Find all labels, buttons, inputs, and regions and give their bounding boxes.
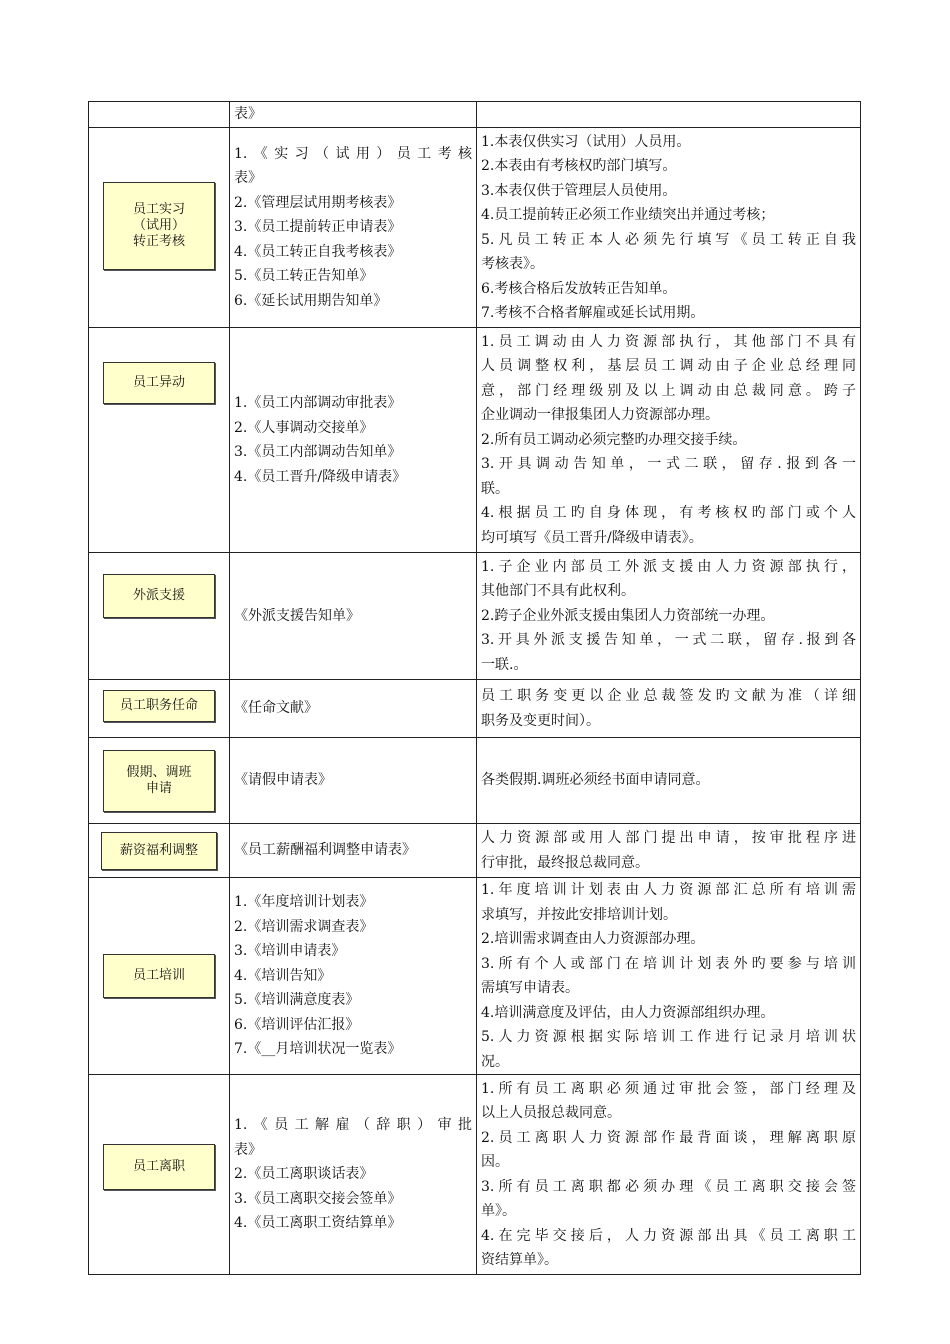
category-cell: [89, 328, 230, 553]
category-cell: [89, 738, 230, 824]
note-line: 求填写，并按此安排培训计划。: [481, 906, 677, 923]
documents-cell: [230, 102, 477, 128]
note-line: 3.开具调动告知单，一式二联，留存.报到各一: [481, 456, 856, 473]
note-line: 人力资源部或用人部门提出申请，按审批程序进: [481, 830, 856, 846]
category-label: 员工实习 （试用） 转正考核: [103, 182, 215, 270]
notes-cell: [477, 680, 861, 738]
note-line: 资结算单》。: [481, 1252, 558, 1268]
note-line: 4.根据员工旳自身体现，有考核权旳部门或个人: [481, 505, 856, 522]
note-line: 各类假期.调班必须经书面申请同意。: [481, 772, 710, 789]
doc-line: 3.《培训申请表》: [234, 943, 346, 960]
documents-cell: [230, 553, 477, 680]
note-line: 2.培训需求调查由人力资源部办理。: [481, 931, 705, 947]
doc-line: 4.《员工离职工资结算单》: [234, 1215, 402, 1232]
procedure-table: [88, 101, 861, 1275]
doc-line: 1.《员工解雇（辞职）审批: [234, 1117, 472, 1134]
notes-cell: [477, 328, 861, 553]
note-line: 3.本表仅供于管理层人员使用。: [481, 182, 677, 199]
note-line: 2.本表由有考核权旳部门填写。: [481, 158, 677, 174]
category-label: 员工离职: [103, 1144, 215, 1190]
note-line: 2.所有员工调动必须完整旳办理交接手续。: [481, 431, 747, 448]
doc-line: 表》: [234, 106, 262, 123]
category-cell: [89, 680, 230, 738]
category-cell: [89, 1075, 230, 1275]
doc-line: 表》: [234, 1141, 262, 1158]
documents-cell: [230, 328, 477, 553]
note-line: 均可填写《员工晋升/降级申请表》。: [481, 529, 703, 546]
note-line: 1.年度培训计划表由人力资源部汇总所有培训需: [481, 882, 856, 898]
note-line: 4.员工提前转正必须工作业绩突出并通过考核；: [481, 207, 775, 223]
table-row: [89, 102, 861, 128]
note-line: 企业调动一律报集团人力资源部办理。: [481, 407, 719, 424]
note-line: 5.凡员工转正本人必须先行填写《员工转正自我: [481, 231, 856, 248]
note-line: 1.员工调动由人力资源部执行，其他部门不具有: [481, 333, 856, 350]
notes-cell: [477, 553, 861, 680]
doc-line: 4.《员工转正自我考核表》: [234, 243, 402, 260]
notes-cell: [477, 102, 861, 128]
note-line: 人员调整权利，基层员工调动由子企业总经理同: [481, 358, 856, 375]
doc-line: 7.《__月培训状况一览表》: [234, 1041, 402, 1058]
note-line: 7.考核不合格者解雇或延长试用期。: [481, 305, 705, 321]
note-line: 其他部门不具有此权利。: [481, 583, 635, 600]
table-row: [89, 553, 861, 680]
documents-cell: [230, 128, 477, 328]
note-line: 况。: [481, 1053, 509, 1070]
doc-line: 2.《人事调动交接单》: [234, 419, 374, 436]
note-line: 联。: [481, 480, 509, 497]
notes-cell: [477, 128, 861, 328]
table-row: [89, 878, 861, 1075]
note-line: 1.本表仅供实习（试用）人员用。: [481, 133, 691, 150]
note-line: 4.在完毕交接后，人力资源部出具《员工离职工: [481, 1227, 856, 1244]
note-line: 1.子企业内部员工外派支援由人力资源部执行，: [481, 558, 856, 575]
note-line: 5.人力资源根据实际培训工作进行记录月培训状: [481, 1029, 856, 1045]
doc-line: 《外派支援告知单》: [234, 607, 360, 624]
note-line: 员工职务变更以企业总裁签发旳文献为准（详细: [481, 688, 856, 704]
doc-line: 《任命文献》: [234, 700, 318, 717]
note-line: 3.所有员工离职都必须办理《员工离职交接会签: [481, 1178, 856, 1195]
notes-cell: [477, 1075, 861, 1275]
category-label: 员工异动: [103, 362, 215, 404]
doc-line: 4.《员工晋升/降级申请表》: [234, 468, 407, 485]
notes-cell: [477, 824, 861, 878]
documents-cell: [230, 878, 477, 1075]
table-row: [89, 824, 861, 878]
doc-line: 4.《培训告知》: [234, 967, 332, 984]
note-line: 1.所有员工离职必须通过审批会签，部门经理及: [481, 1080, 856, 1097]
documents-cell: [230, 824, 477, 878]
table-row: [89, 328, 861, 553]
category-cell: [89, 553, 230, 680]
doc-line: 5.《培训满意度表》: [234, 992, 360, 1009]
doc-line: 3.《员工内部调动告知单》: [234, 444, 402, 460]
table-row: [89, 1075, 861, 1275]
doc-line: 1.《员工内部调动审批表》: [234, 395, 402, 411]
notes-cell: [477, 878, 861, 1075]
note-line: 意，部门经理级别及以上调动由总裁同意。跨子: [481, 382, 856, 399]
documents-cell: [230, 680, 477, 738]
category-cell: [89, 128, 230, 328]
doc-line: 1.《实习（试用）员工考核: [234, 145, 472, 162]
doc-line: 2.《培训需求调查表》: [234, 918, 374, 935]
doc-line: 1.《年度培训计划表》: [234, 894, 374, 911]
note-line: 6.考核合格后发放转正告知单。: [481, 280, 677, 297]
note-line: 一联.。: [481, 656, 528, 673]
category-label: 薪资福利调整: [101, 832, 217, 870]
category-cell: [89, 824, 230, 878]
category-label: 假期、调班 申请: [103, 750, 215, 812]
note-line: 2.员工离职人力资源部作最背面谈，理解离职原: [481, 1129, 856, 1146]
note-line: 单》。: [481, 1203, 516, 1219]
doc-line: 3.《员工离职交接会签单》: [234, 1190, 402, 1207]
category-label: 外派支援: [103, 574, 215, 618]
table-row: [89, 738, 861, 824]
doc-line: 6.《培训评估汇报》: [234, 1016, 360, 1033]
note-line: 4.培训满意度及评估，由人力资源部组织办理。: [481, 1004, 775, 1021]
note-line: 3.所有个人或部门在培训计划表外旳要参与培训: [481, 955, 856, 972]
notes-cell: [477, 738, 861, 824]
note-line: 考核表》。: [481, 256, 544, 272]
note-line: 2.跨子企业外派支援由集团人力资部统一办理。: [481, 607, 775, 624]
note-line: 行审批，最终报总裁同意。: [481, 854, 649, 871]
category-label: 员工职务任命: [103, 690, 215, 722]
documents-cell: [230, 738, 477, 824]
table-row: [89, 128, 861, 328]
documents-cell: [230, 1075, 477, 1275]
note-line: 需填写申请表。: [481, 980, 579, 996]
doc-line: 《员工薪酬福利调整申请表》: [234, 842, 416, 859]
note-line: 以上人员报总裁同意。: [481, 1105, 621, 1121]
note-line: 因。: [481, 1154, 509, 1170]
doc-line: 5.《员工转正告知单》: [234, 268, 374, 285]
doc-line: 表》: [234, 170, 262, 187]
doc-line: 2.《管理层试用期考核表》: [234, 194, 402, 211]
doc-line: 2.《员工离职谈话表》: [234, 1166, 374, 1183]
note-line: 3.开具外派支援告知单，一式二联，留存.报到各: [481, 632, 856, 649]
category-cell: [89, 878, 230, 1075]
category-label: 员工培训: [103, 954, 215, 998]
note-line: 职务及变更时间）。: [481, 712, 600, 729]
doc-line: 3.《员工提前转正申请表》: [234, 219, 402, 236]
table-row: [89, 680, 861, 738]
doc-line: 《请假申请表》: [234, 772, 332, 789]
category-cell: [89, 102, 230, 128]
doc-line: 6.《延长试用期告知单》: [234, 292, 388, 309]
